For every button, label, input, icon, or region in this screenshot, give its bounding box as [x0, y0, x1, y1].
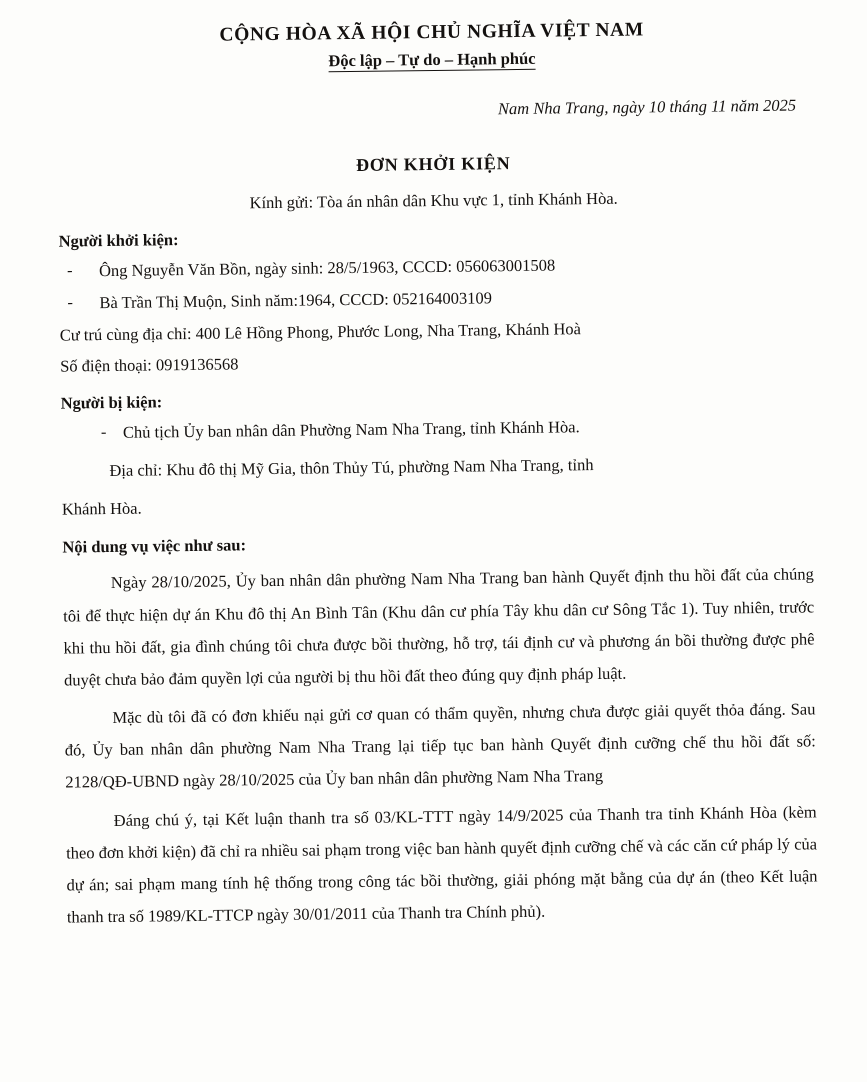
list-item — [59, 252, 810, 281]
list-item — [61, 414, 812, 443]
content-paragraph: Mặc dù tôi đã có đơn khiếu nại gửi cơ quan có thẩm quyền, nhưng chưa được giải quyết thỏa đáng. Sau đó, Ủy ban nhân dân phường Nam Nha Trang lại tiếp tục ban hành Quyết định cưỡng chế thu hồi đất số: 2128/QĐ-UBND ngày 28/10/2025 của Ủy ban nhân dân phường Nam Nha Trang — [64, 699, 816, 792]
addressee-line: Kính gửi: Tòa án nhân dân Khu vực 1, tỉnh Khánh Hòa. — [249, 188, 618, 213]
list-item — [59, 284, 810, 313]
defendant-address-line-2: Khánh Hòa. — [61, 498, 142, 519]
national-motto-text: Độc lập – Tự do – Hạnh phúc — [328, 48, 536, 71]
dash-mark: - — [67, 292, 74, 312]
plaintiff-phone-line: Số điện thoại: 0919136568 — [60, 354, 239, 376]
national-title: CỘNG HÒA XÃ HỘI CHỦ NGHĨA VIỆT NAM — [219, 19, 644, 46]
content-paragraph: Ngày 28/10/2025, Ủy ban nhân dân phường Nam Nha Trang ban hành Quyết định thu hồi đất của chúng tôi để thực hiện dự án Khu đô thị An Bình Tân (Khu dân cư phía Tây khu dân cư Sông Tắc 1). Tuy nhiên, trước khi thu hồi đất, gia đình chúng tôi chưa được bồi thường, hỗ trợ, tái định cư và phương án bồi thường được phê duyệt chưa bảo đảm quyền lợi của người bị thu hồi đất theo đúng quy định pháp luật. — [63, 564, 815, 690]
document-title: ĐƠN KHỞI KIỆN — [355, 153, 511, 175]
dash-mark: - — [100, 422, 107, 442]
defendant-item-label: Chủ tịch Ủy ban nhân dân Phường Nam Nha Trang, tỉnh Khánh Hòa. — [122, 417, 580, 442]
plaintiff-item-label: Bà Trần Thị Muộn, Sinh năm:1964, CCCD: 052164003109 — [99, 288, 493, 313]
content-paragraph: Đáng chú ý, tại Kết luận thanh tra số 03/KL-TTT ngày 14/9/2025 của Thanh tra tỉnh Khánh Hòa (kèm theo đơn khởi kiện) đã chỉ ra nhiều sai phạm trong việc ban hành quyết định cưỡng chế và các căn cứ pháp lý của dự án; sai phạm mang tính hệ thống trong công tác bồi thường, giải phóng mặt bằng của dự án (theo Kết luận thanh tra số 1989/KL-TTCP ngày 30/01/2011 của Thanh tra Chính phủ). — [66, 801, 818, 927]
plaintiff-item-label: Ông Nguyễn Văn Bồn, ngày sinh: 28/5/1963, CCCD: 056063001508 — [98, 255, 556, 281]
plaintiff-heading: Người khởi kiện: — [58, 230, 179, 251]
national-motto — [56, 45, 807, 74]
defendant-address-line-1: Địa chỉ: Khu đô thị Mỹ Gia, thôn Thủy Tú, phường Nam Nha Trang, tỉnh — [109, 455, 594, 480]
content-heading: Nội dung vụ việc như sau: — [62, 535, 247, 557]
dash-mark: - — [66, 260, 73, 280]
place-and-date: Nam Nha Trang, ngày 10 tháng 11 năm 2025 — [497, 95, 797, 119]
defendant-heading: Người bị kiện: — [60, 392, 163, 413]
plaintiff-address-line: Cư trú cùng địa chỉ: 400 Lê Hồng Phong, Phước Long, Nha Trang, Khánh Hoà — [59, 319, 581, 345]
